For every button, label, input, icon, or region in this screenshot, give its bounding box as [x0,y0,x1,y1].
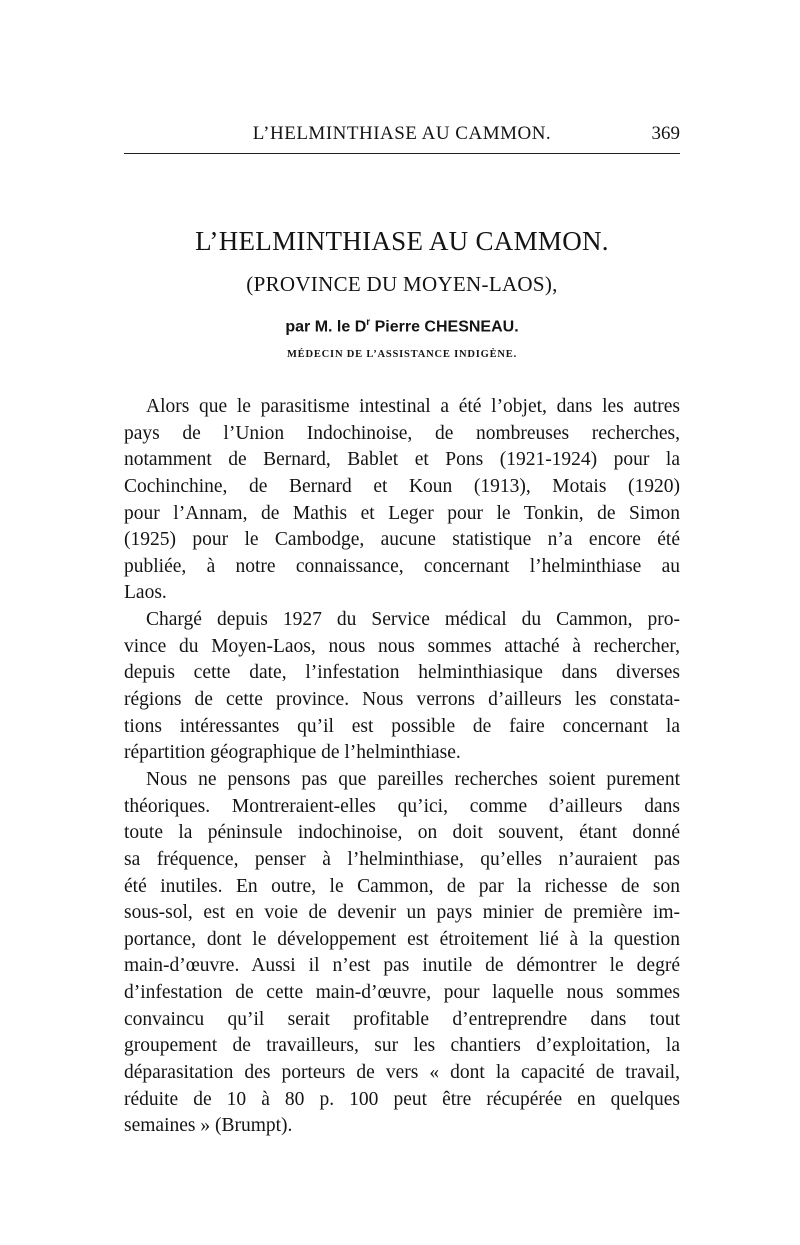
body-line: réduite de 10 à 80 p. 100 peut être récupérée en quelques [124,1088,680,1110]
body-line: déparasitation des porteurs de vers « dont la capacité de travail, [124,1062,680,1084]
body-line: convaincu qu’il serait profitable d’entreprendre dans tout [124,1008,680,1030]
body-line: (1925) pour le Cambodge, aucune statistique n’a encore été [124,529,680,551]
article-subtitle: (PROVINCE DU MOYEN-LAOS), [246,272,558,296]
body-line: été inutiles. En outre, le Cammon, de par la richesse de son [124,875,680,897]
article-title: L’HELMINTHIASE AU CAMMON. [195,226,609,256]
running-header [124,120,680,148]
body-line: d’infestation de cette main-d’œuvre, pour laquelle nous sommes [124,982,680,1004]
body-line: pour l’Annam, de Mathis et Leger pour le Tonkin, de Simon [124,502,680,524]
body-line: sa fréquence, penser à l’helminthiase, qu’elles n’auraient pas [124,848,680,870]
header-rule [124,153,680,154]
body-line: publiée, à notre connaissance, concernant l’helminthiase au [124,555,680,577]
author-byline [124,310,680,340]
body-line: pays de l’Union Indochinoise, de nombreuses recherches, [124,422,680,444]
body-line: Alors que le parasitisme intestinal a été l’objet, dans les autres [146,396,680,417]
body-line: théoriques. Montreraient-elles qu’ici, comme d’ailleurs dans [124,795,680,817]
body-line: Laos. [124,582,167,604]
body-line: notamment de Bernard, Bablet et Pons (1921-1924) pour la [124,449,680,471]
body-line: toute la péninsule indochinoise, on doit souvent, étant donné [124,822,680,844]
body-line: régions de cette province. Nous verrons d’ailleurs les constata- [124,689,680,711]
body-line: semaines » (Brumpt). [124,1115,293,1137]
body-text [124,394,680,1140]
body-line: depuis cette date, l’infestation helminthiasique dans diverses [124,662,680,684]
body-line: répartition géographique de l’helminthiase. [124,742,461,764]
byline-prefix: par M. le D [285,318,367,336]
body-line: Cochinchine, de Bernard et Koun (1913), Motais (1920) [124,475,680,497]
body-line: main-d’œuvre. Aussi il n’est pas inutile de démontrer le degré [124,955,680,977]
body-line: groupement de travailleurs, sur les chantiers d’exploitation, la [124,1035,680,1057]
byline-superscript: r [366,317,371,328]
body-line: Nous ne pensons pas que pareilles recherches soient purement [146,768,680,790]
author-affiliation: MÉDECIN DE L’ASSISTANCE INDIGÈNE. [286,349,518,360]
body-line: portance, dont le développement est étroitement lié à la question [124,928,680,950]
author-name: Pierre CHESNEAU. [370,318,519,336]
body-line: Chargé depuis 1927 du Service médical du Cammon, pro- [146,609,680,631]
body-line: tions intéressantes qu’il est possible de faire concernant la [124,715,680,737]
body-line: sous-sol, est en voie de devenir un pays minier de première im- [124,902,680,924]
page-number: 369 [651,123,680,144]
running-title: L’HELMINTHIASE AU CAMMON. [252,123,552,144]
body-line: vince du Moyen-Laos, nous nous sommes attaché à rechercher, [124,635,680,657]
